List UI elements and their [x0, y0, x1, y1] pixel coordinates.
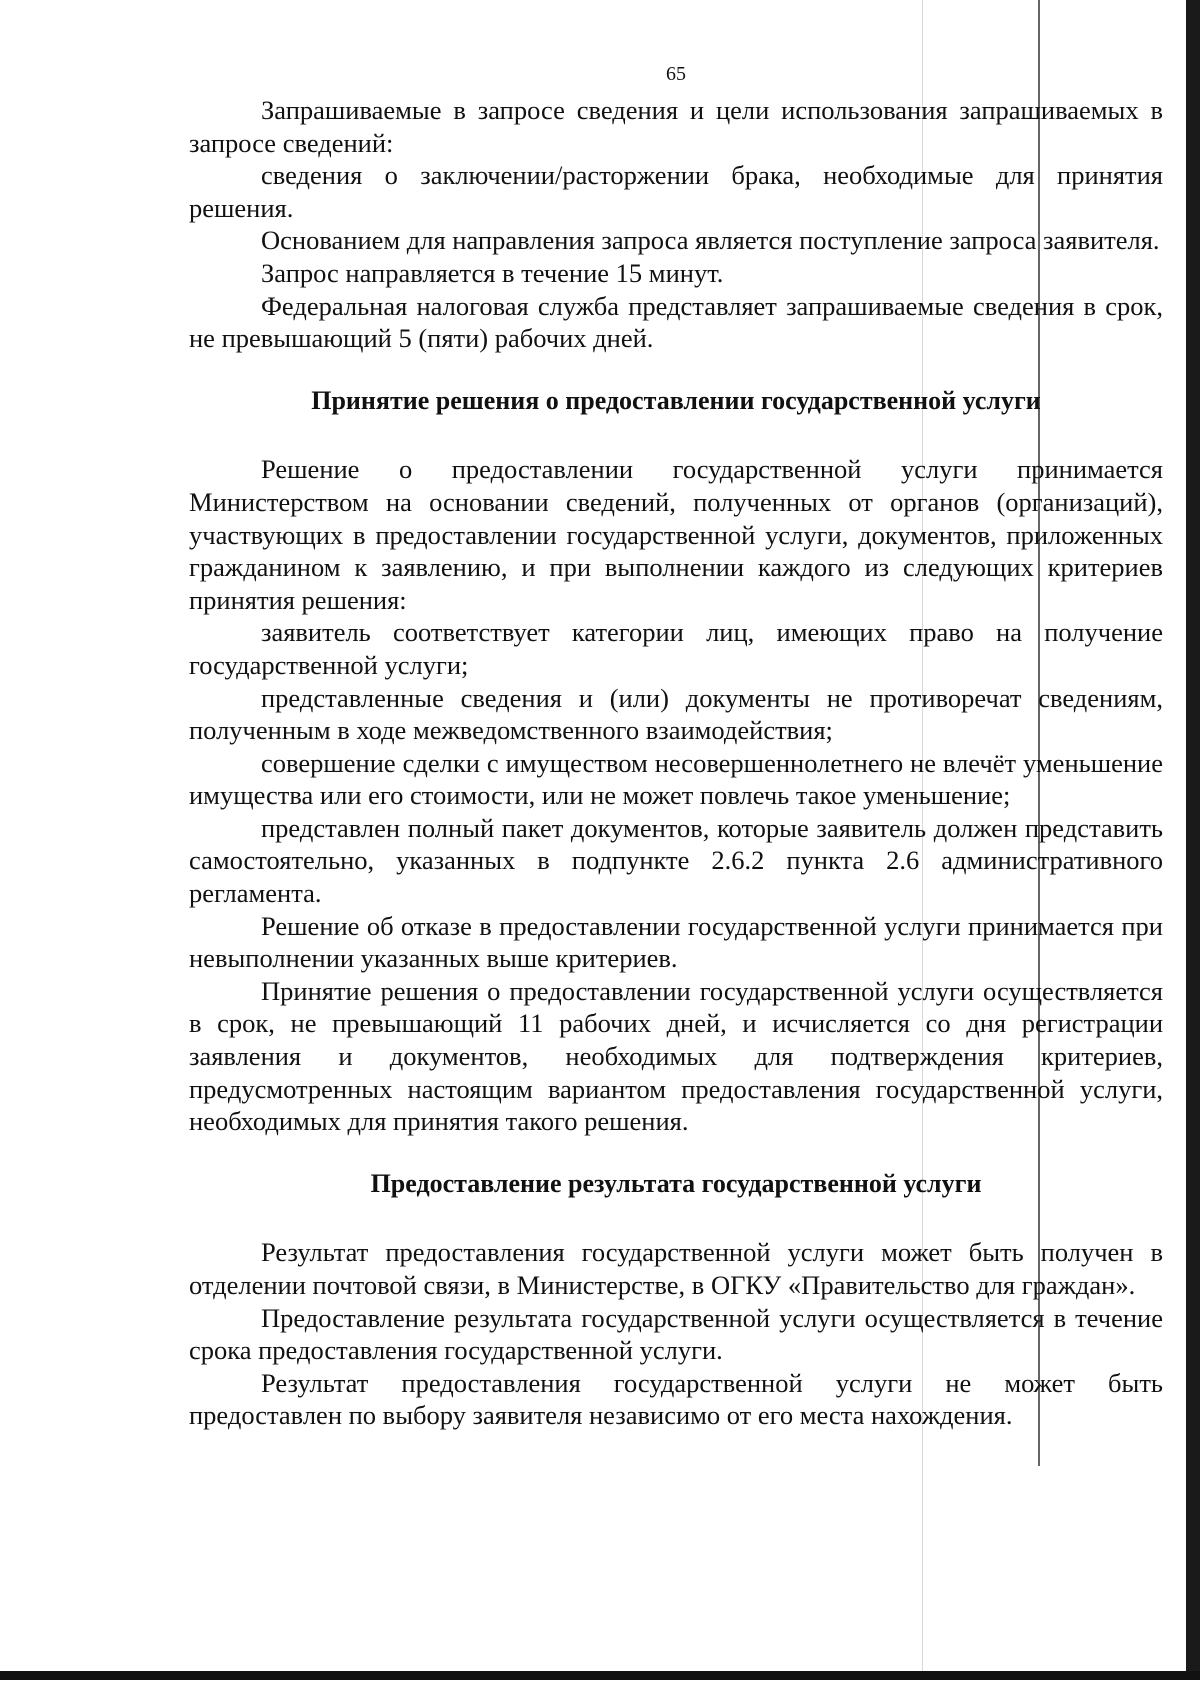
paragraph: Результат предоставления государственной услуги не может быть предоставлен по выбору заявителя независимо от его места нахождения. [189, 1367, 1163, 1431]
paragraph: Запрос направляется в течение 15 минут. [261, 257, 724, 288]
section-result [189, 1236, 1163, 1432]
paragraph: Запрашиваемые в запросе сведения и цели использования запрашиваемых в запросе сведений: [189, 95, 1163, 158]
section-heading-result: Предоставление результата государственной услуги [370, 1168, 982, 1198]
paragraph: представлен полный пакет документов, которые заявитель должен представить самостоятельно, указанных в подпункте 2.6.2 пункта 2.6 административного регламента. [189, 812, 1163, 909]
paragraph: Решение об отказе в предоставлении государственной услуги принимается при невыполнении указанных выше критериев. [189, 910, 1163, 974]
section-decision [189, 453, 1163, 1137]
section-heading-decision: Принятие решения о предоставлении государственной услуги [311, 385, 1041, 415]
paragraph: совершение сделки с имуществом несовершеннолетнего не влечёт уменьшение имущества или его стоимости, или не может повлечь такое уменьшение; [189, 747, 1163, 811]
paragraph: заявитель соответствует категории лиц, имеющих право на получение государственной услуги; [189, 617, 1163, 680]
paragraph: Результат предоставления государственной услуги может быть получен в отделении почтовой связи, в Министерстве, в ОГКУ «Правительство для граждан». [189, 1237, 1163, 1300]
page-number: 65 [666, 63, 686, 85]
paragraph: Федеральная налоговая служба представляет запрашиваемые сведения в срок, не превышающий 5 (пяти) рабочих дней. [189, 290, 1163, 354]
paragraph: Принятие решения о предоставлении государственной услуги осуществляется в срок, не превышающий 11 рабочих дней, и исчисляется со дня регистрации заявления и документов, необходимых для подтверждения критериев, предусмотренных настоящим вариантом предоставления государственной услуги, необходимых для принятия такого решения. [189, 975, 1163, 1137]
scan-edge-right [1186, 0, 1200, 1697]
paragraph: Предоставление результата государственной услуги осуществляется в течение срока предоставления государственной услуги. [189, 1302, 1163, 1366]
paragraph: Решение о предоставлении государственной услуги принимается Министерством на основании сведений, полученных от органов (организаций), участвующих в предоставлении государственной услуги, документов, приложенных гражданином к заявлению, и при выполнении каждого из следующих критериев принятия решения: [189, 454, 1163, 615]
scan-edge-bottom [0, 1671, 1200, 1697]
paragraph: Основанием для направления запроса является поступление запроса заявителя. [261, 225, 1160, 256]
paragraph: сведения о заключении/расторжении брака, необходимые для принятия решения. [189, 160, 1163, 223]
section-intro [189, 94, 1163, 355]
document-page [189, 54, 1163, 1432]
paragraph: представленные сведения и (или) документы не противоречат сведениям, полученным в ходе межведомственного взаимодействия; [189, 682, 1163, 746]
